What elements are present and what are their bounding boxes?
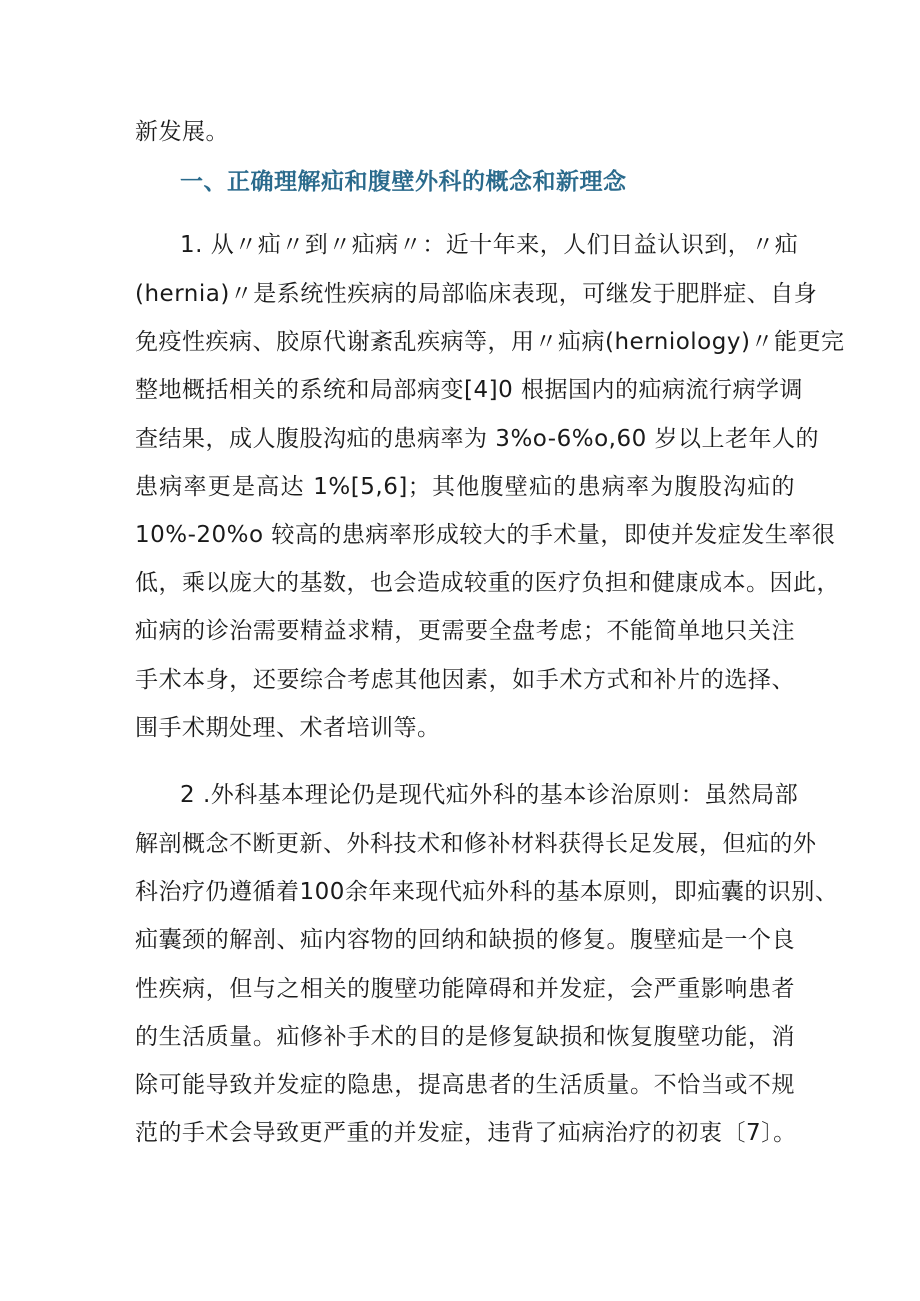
paragraph-1-line: 免疫性疾病、胶原代谢紊乱疾病等，用〃疝病(herniology)〃能更完 — [135, 329, 845, 355]
paragraph-2-line: 2 .外科基本理论仍是现代疝外科的基本诊治原则：虽然局部 — [180, 782, 799, 808]
paragraph-2-line: 除可能导致并发症的隐患，提高患者的生活质量。不恰当或不规 — [135, 1072, 795, 1098]
paragraph-2-line: 解剖概念不断更新、外科技术和修补材料获得长足发展，但疝的外 — [135, 831, 817, 857]
paragraph-1-line: 整地概括相关的系统和局部病变[4]0 根据国内的疝病流行病学调 — [135, 377, 804, 403]
paragraph-1-line: 患病率更是高达 1%[5,6]；其他腹壁疝的患病率为腹股沟疝的 — [135, 474, 795, 500]
paragraph-1-line: (hernia)〃是系统性疾病的局部临床表现，可继发于肥胖症、自身 — [135, 281, 818, 307]
paragraph-2-line: 性疾病，但与之相关的腹壁功能障碍和并发症，会严重影响患者 — [135, 976, 795, 1002]
paragraph-2-line: 疝囊颈的解剖、疝内容物的回纳和缺损的修复。腹壁疝是一个良 — [135, 927, 795, 953]
paragraph-1-line: 疝病的诊治需要精益求精，更需要全盘考虑；不能简单地只关注 — [135, 618, 795, 644]
paragraph-2-line: 的生活质量。疝修补手术的目的是修复缺损和恢复腹壁功能，消 — [135, 1024, 795, 1050]
paragraph-2-line: 范的手术会导致更严重的并发症，违背了疝病治疗的初衷〔7〕。 — [135, 1120, 797, 1146]
paragraph-1-line: 低，乘以庞大的基数，也会造成较重的医疗负担和健康成本。因此， — [135, 570, 840, 596]
paragraph-1-line: 查结果，成人腹股沟疝的患病率为 3%o-6%o,60 岁以上老年人的 — [135, 426, 820, 452]
intro-tail-line: 新发展。 — [135, 119, 229, 145]
paragraph-1-line: 10%-20%o 较高的患病率形成较大的手术量，即使并发症发生率很 — [135, 522, 836, 548]
paragraph-1-line: 1. 从〃疝〃到〃疝病〃：近十年来，人们日益认识到，〃疝 — [180, 232, 799, 258]
paragraph-1-line: 围手术期处理、术者培训等。 — [135, 715, 441, 741]
paragraph-1-line: 手术本身，还要综合考虑其他因素，如手术方式和补片的选择、 — [135, 667, 795, 693]
paragraph-2-line: 科治疗仍遵循着100余年来现代疝外科的基本原则，即疝囊的识别、 — [135, 879, 839, 905]
section-heading: 一、正确理解疝和腹壁外科的概念和新理念 — [180, 169, 627, 195]
